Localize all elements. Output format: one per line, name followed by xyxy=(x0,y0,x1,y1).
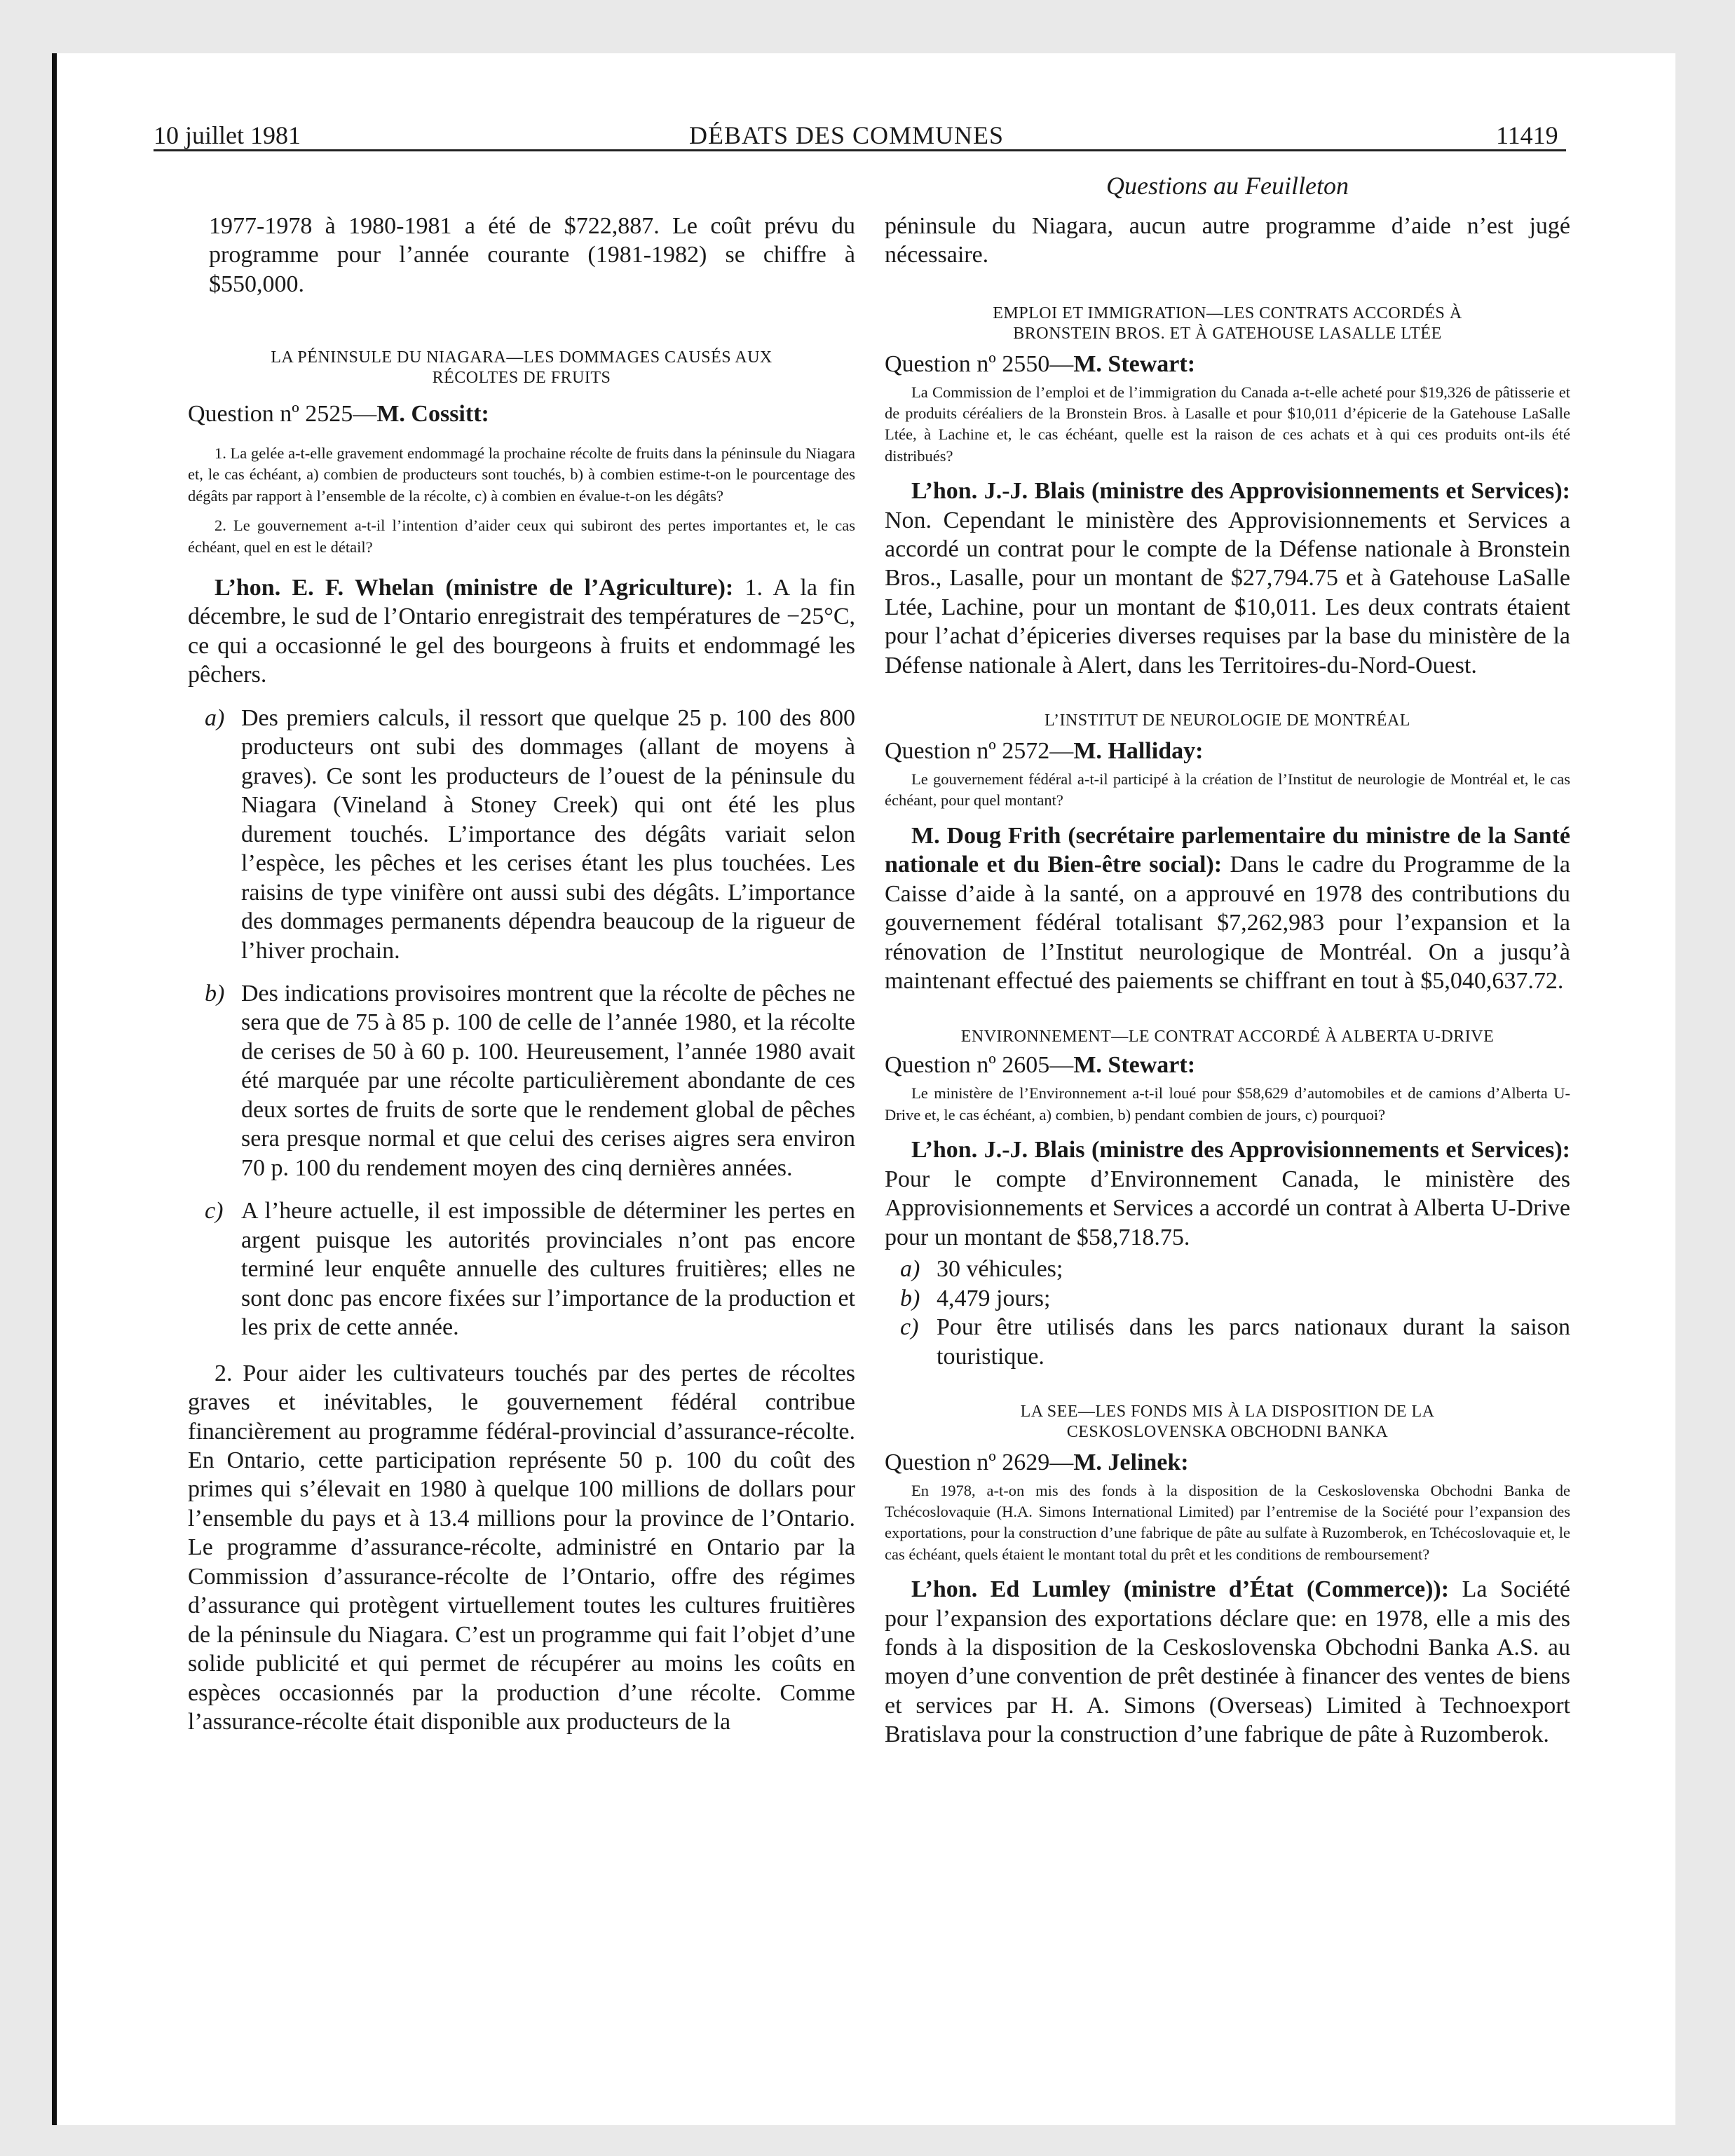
answer-whelan xyxy=(188,573,855,690)
speaker-name: L’hon. J.-J. Blais (ministre des Approvisionnements et Services): xyxy=(911,1137,1570,1164)
question-2572 xyxy=(885,738,1570,765)
answer-paragraph-2: 2. Pour aider les cultivateurs touchés par des pertes de récoltes graves et inévitables, le gouvernement fédéral contribue financièrement au programme fédéral-provincial d’assurance-récolte. En Ontario, cette participation représente 50 p. 100 du coût des primes qui s’élevait en 1980 à quelque 100 millions de dollars pour l’ensemble du pays et à 13.4 millions pour la province de l’Ontario. Le programme d’assurance-récolte, administré en Ontario par la Commission d’assurance-récolte de l’Ontario, offre des régimes d’assurance qui protègent virtuellement toutes les cultures fruitières de la péninsule du Niagara. C’est un programme qui fait l’objet d’une solide publicité et qui permet de récupérer au moins les coûts en espèces occasionnés par la production d’une récolte. Comme l’assurance-récolte était disponible aux producteurs de la xyxy=(188,1360,855,1735)
question-2550 xyxy=(885,351,1570,378)
heading-environnement: ENVIRONNEMENT—LE CONTRAT ACCORDÉ À ALBERTA U-DRIVE xyxy=(960,1027,1495,1046)
answer-blais-1 xyxy=(885,477,1570,680)
left-continued-text: 1977-1978 à 1980-1981 a été de $722,887. Le coût prévu du programme pour l’année courante (1981-1982) se chiffre à $550,000. xyxy=(209,213,855,297)
question-text: 2. Le gouvernement a-t-il l’intention d’aider ceux qui subiront des pertes importantes et, le cas échéant, quel en est le détail? xyxy=(188,517,855,556)
question-text: Le ministère de l’Environnement a-t-il loué pour $58,629 d’automobiles et de camions d’Alberta U-Drive et, le cas échéant, a) combien, b) pendant combien de jours, c) pourquoi? xyxy=(885,1084,1570,1124)
header-rule xyxy=(154,149,1566,151)
answer-item-c xyxy=(885,1313,1570,1371)
heading-niagara xyxy=(188,348,855,388)
question-member: M. Cossitt: xyxy=(376,401,489,427)
answer-lumley xyxy=(885,1575,1570,1749)
question-member: M. Stewart: xyxy=(1073,1052,1196,1079)
speaker-name: L’hon. Ed Lumley (ministre d’État (Commerce)): xyxy=(911,1576,1450,1603)
answer-text: Non. Cependant le ministère des Approvisionnements et Services a accordé un contrat pour le compte de la Défense nationale à Bronstein Bros., Lasalle, pour un montant de $27,794.75 et à Gatehouse LaSalle Ltée, Lachine, pour un montant de $10,011. Les deux contrats étaient pour l’achat d’épiceries diverses requises par la base du ministère de la Défense nationale à Alert, dans les Territoires-du-Nord-Ouest. xyxy=(885,507,1570,678)
section-title: Questions au Feuilleton xyxy=(1106,172,1349,200)
question-number: Question nº 2629— xyxy=(885,1449,1074,1475)
heading-see xyxy=(885,1402,1570,1442)
question-text: La Commission de l’emploi et de l’immigration du Canada a-t-elle acheté pour $19,326 de pâtisserie et de produits céréaliers de la Bronstein Bros. à Lasalle et pour $10,011 d’épicerie de la Gatehouse LaSalle Ltée, à Lachine et, le cas échéant, quelle est la raison de ces achats et à qui ces produits ont-ils été distribués? xyxy=(885,383,1570,465)
question-text: En 1978, a-t-on mis des fonds à la disposition de la Ceskoslovenska Obchodni Banka de Tchécoslovaquie (H.A. Simons International Limited) par l’entremise de la Société pour l’expansion des exportations, pour la construction d’une fabrique de pâte au sulfate à Ruzomberok, en Tchécoslovaquie et, le cas échéant, quels étaient le montant total du prêt et les conditions de remboursement? xyxy=(885,1481,1570,1563)
question-2605 xyxy=(885,1052,1570,1079)
question-member: M. Stewart: xyxy=(1073,350,1196,377)
question-2629 xyxy=(885,1449,1570,1476)
heading-line: BRONSTEIN BROS. ET À GATEHOUSE LASALLE LTÉE xyxy=(1013,324,1442,343)
question-text: 1. La gelée a-t-elle gravement endommagé la prochaine récolte de fruits dans la péninsule du Niagara et, le cas échéant, a) combien de producteurs sont touchés, b) à combien estime-t-on le pourcentage des dégâts par rapport à l’ensemble de la récolte, c) à combien en évalue-t-on les dégâts? xyxy=(188,444,855,505)
answer-item-b xyxy=(885,1284,1570,1313)
speaker-name: L’hon. J.-J. Blais (ministre des Approvisionnements et Services): xyxy=(911,478,1570,505)
question-number: Question nº 2572— xyxy=(885,738,1074,765)
answer-item-b xyxy=(188,979,855,1182)
page-number: 11419 xyxy=(1496,121,1558,149)
question-member: M. Jelinek: xyxy=(1073,1449,1189,1475)
item-label: a) xyxy=(900,1256,920,1283)
item-text: Des premiers calculs, il ressort que quelque 25 p. 100 des 800 producteurs ont subi des dommages (allant de moyens à graves). Ce sont les producteurs de l’ouest de la péninsule du Niagara (Vineland à Stoney Creek) qui ont été les plus durement touchés. L’importance des dégâts variait selon l’espèce, les pêches et les cerises étant les plus touchées. Les raisins de type vinifère ont aussi subi des dégâts. L’importance des dommages permanents dépendra beaucoup de la rigueur de l’hiver prochain. xyxy=(241,704,855,964)
item-label: b) xyxy=(205,980,225,1007)
heading-line: EMPLOI ET IMMIGRATION—LES CONTRATS ACCORDÉS À xyxy=(993,303,1462,322)
heading-line: LA PÉNINSULE DU NIAGARA—LES DOMMAGES CAUSÉS AUX xyxy=(271,348,773,367)
question-number: Question nº 2605— xyxy=(885,1052,1074,1079)
right-column xyxy=(885,212,1570,1749)
item-text: Des indications provisoires montrent que la récolte de pêches ne sera que de 75 à 85 p. 100 de celle de l’année 1980, et la récolte de cerises de 50 à 60 p. 100. Heureusement, l’année 1980 avait été marquée par une récolte particulièrement abondante de ces deux sortes de fruits de sorte que le rendement global de pêches sera presque normal et que celui des cerises aigres sera environ 70 p. 100 du rendement moyen des cinq dernières années. xyxy=(241,980,855,1181)
item-label: c) xyxy=(900,1314,919,1341)
heading-line: CESKOSLOVENSKA OBCHODNI BANKA xyxy=(1066,1422,1389,1441)
heading-line: RÉCOLTES DE FRUITS xyxy=(432,369,611,388)
header-title: DÉBATS DES COMMUNES xyxy=(689,121,1005,149)
answer-item-a xyxy=(188,704,855,965)
question-number: Question nº 2525— xyxy=(188,401,377,427)
answer-text: Dans le cadre du Programme de la Caisse d’aide à la santé, on a approuvé en 1978 des contributions du gouvernement fédéral totalisant $7,262,983 pour l’expansion et la rénovation de l’Institut neurologique de Montréal. On a jusqu’à maintenant effectué des paiements se chiffrant en tout à $5,040,637.72. xyxy=(885,852,1570,995)
left-column xyxy=(188,212,855,1737)
answer-text: 1. A la fin décembre, le sud de l’Ontario enregistrait des températures de −25°C, ce qui a occasionné le gel des bourgeons à fruits et endommagé les pêchers. xyxy=(188,574,855,688)
answer-item-a xyxy=(885,1255,1570,1283)
answer-item-c xyxy=(188,1196,855,1342)
item-text: Pour être utilisés dans les parcs nationaux durant la saison touristique. xyxy=(937,1314,1570,1370)
question-text: Le gouvernement fédéral a-t-il participé à la création de l’Institut de neurologie de Montréal et, le cas échéant, pour quel montant? xyxy=(885,770,1570,810)
item-text: 30 véhicules; xyxy=(937,1256,1063,1283)
item-label: a) xyxy=(205,704,225,731)
speaker-name: L’hon. E. F. Whelan (ministre de l’Agriculture): xyxy=(215,574,734,601)
heading-neurologie: L’INSTITUT DE NEUROLOGIE DE MONTRÉAL xyxy=(1045,711,1410,730)
right-continued-text: péninsule du Niagara, aucun autre programme d’aide n’est jugé nécessaire. xyxy=(885,213,1570,268)
question-number: Question nº 2550— xyxy=(885,350,1074,377)
answer-blais-2 xyxy=(885,1135,1570,1252)
question-2525 xyxy=(188,401,855,428)
header-date: 10 juillet 1981 xyxy=(154,121,301,149)
heading-line: LA SEE—LES FONDS MIS À LA DISPOSITION DE LA xyxy=(1020,1402,1435,1421)
answer-text: La Société pour l’expansion des exportations déclare que: en 1978, elle a mis des fonds à la disposition de la Ceskoslovenska Obchodni Banka A.S. au moyen d’une convention de prêt destinée à financer des ventes de biens et services par H. A. Simons (Overseas) Limited à Technoexport Bratislava pour la construction d’une fabrique de pâte à Ruzomberok. xyxy=(885,1576,1571,1748)
item-text: A l’heure actuelle, il est impossible de déterminer les pertes en argent puisque les autorités provinciales n’ont pas encore terminé leur enquête annuelle des cultures fruitières; elles ne sont donc pas encore fixées sur l’importance de la production et les prix de cette année. xyxy=(241,1198,855,1341)
heading-emploi xyxy=(885,303,1570,344)
speaker-name: M. Doug Frith (secrétaire parlementaire du ministre de la Santé nationale et du Bien-être social): xyxy=(885,822,1570,878)
question-member: M. Halliday: xyxy=(1073,738,1204,765)
answer-frith xyxy=(885,821,1570,996)
item-label: c) xyxy=(205,1198,224,1224)
answer-text: Pour le compte d’Environnement Canada, le ministère des Approvisionnements et Services a accordé un contrat à Alberta U-Drive pour un montant de $58,718.75. xyxy=(885,1166,1570,1250)
scan-edge-shadow xyxy=(52,53,57,2125)
item-text: 4,479 jours; xyxy=(937,1285,1051,1311)
item-label: b) xyxy=(900,1285,920,1311)
